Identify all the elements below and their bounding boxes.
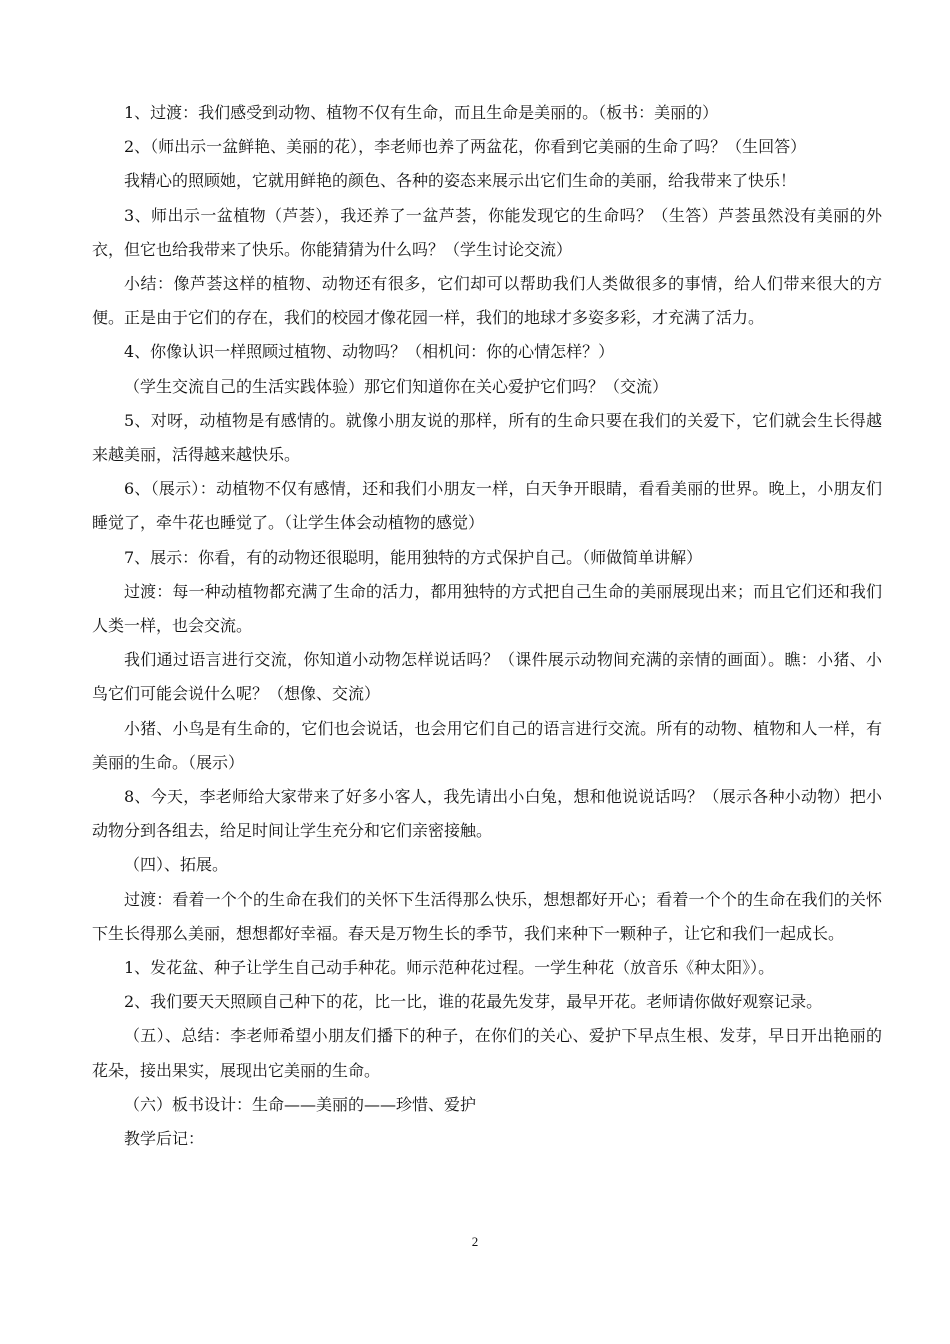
paragraph: 过渡：每一种动植物都充满了生命的活力，都用独特的方式把自己生命的美丽展现出来；而且它们还和我们人类一样，也会交流。 [92, 581, 882, 636]
paragraph: 2、（师出示一盆鲜艳、美丽的花），李老师也养了两盆花，你看到它美丽的生命了吗？（生回答） [124, 137, 807, 157]
document-body [92, 96, 882, 1156]
paragraph: 7、展示：你看，有的动物还很聪明，能用独特的方式保护自己。（师做简单讲解） [124, 547, 703, 567]
paragraph: 我精心的照顾她，它就用鲜艳的颜色、各种的姿态来展示出它们生命的美丽，给我带来了快乐！ [124, 171, 797, 191]
paragraph: 小结：像芦荟这样的植物、动物还有很多，它们却可以帮助我们人类做很多的事情，给人们带来很大的方便。正是由于它们的存在，我们的校园才像花园一样，我们的地球才多姿多彩，才充满了活力。 [92, 274, 882, 328]
section-blackboard-design: （六）板书设计：生命——美丽的——珍惜、爱护 [124, 1094, 477, 1114]
paragraph: 过渡：看着一个个的生命在我们的关怀下生活得那么快乐，想想都好开心；看着一个个的生命在我们的关怀下生长得那么美丽，想想都好幸福。春天是万物生长的季节，我们来种下一颗种子，让它和我们一起成长。 [92, 889, 882, 943]
paragraph: 5、对呀，动植物是有感情的。就像小朋友说的那样，所有的生命只要在我们的关爱下，它们就会生长得越来越美丽，活得越来越快乐。 [92, 410, 882, 465]
section-heading-extension: （四）、拓展。 [124, 855, 229, 875]
paragraph: 1、过渡：我们感受到动物、植物不仅有生命，而且生命是美丽的。（板书：美丽的） [124, 103, 719, 122]
paragraph: 1、发花盆、种子让学生自己动手种花。师示范种花过程。一学生种花（放音乐《种太阳》）。 [124, 958, 775, 978]
section-teaching-notes: 教学后记： [124, 1129, 205, 1149]
paragraph: 8、今天，李老师给大家带来了好多小客人，我先请出小白兔，想和他说说话吗？（展示各种小动物）把小动物分到各组去，给足时间让学生充分和它们亲密接触。 [92, 787, 882, 841]
paragraph: 小猪、小鸟是有生命的，它们也会说话，也会用它们自己的语言进行交流。所有的动物、植物和人一样，有美丽的生命。（展示） [92, 718, 882, 772]
paragraph: （学生交流自己的生活实践体验）那它们知道你在关心爱护它们吗？（交流） [124, 376, 669, 396]
paragraph: 6、（展示）：动植物不仅有感情，还和我们小朋友一样，白天争开眼睛，看看美丽的世界。晚上，小朋友们睡觉了，牵牛花也睡觉了。（让学生体会动植物的感觉） [92, 479, 882, 533]
paragraph: 2、我们要天天照顾自己种下的花，比一比，谁的花最先发芽，最早开花。老师请你做好观察记录。 [124, 992, 823, 1012]
section-summary: （五）、总结：李老师希望小朋友们播下的种子，在你们的关心、爱护下早点生根、发芽，早日开出艳丽的花朵，接出果实，展现出它美丽的生命。 [92, 1026, 882, 1080]
paragraph: 4、你像认识一样照顾过植物、动物吗？（相机问：你的心情怎样？） [124, 342, 615, 362]
page-number: 2 [471, 1234, 479, 1249]
paragraph: 3、师出示一盆植物（芦荟），我还养了一盆芦荟，你能发现它的生命吗？（生答）芦荟虽然没有美丽的外衣，但它也给我带来了快乐。你能猜猜为什么吗？（学生讨论交流） [92, 205, 882, 259]
paragraph: 我们通过语言进行交流，你知道小动物怎样说话吗？（课件展示动物间充满的亲情的画面）。瞧：小猪、小鸟它们可能会说什么呢？（想像、交流） [92, 650, 882, 704]
